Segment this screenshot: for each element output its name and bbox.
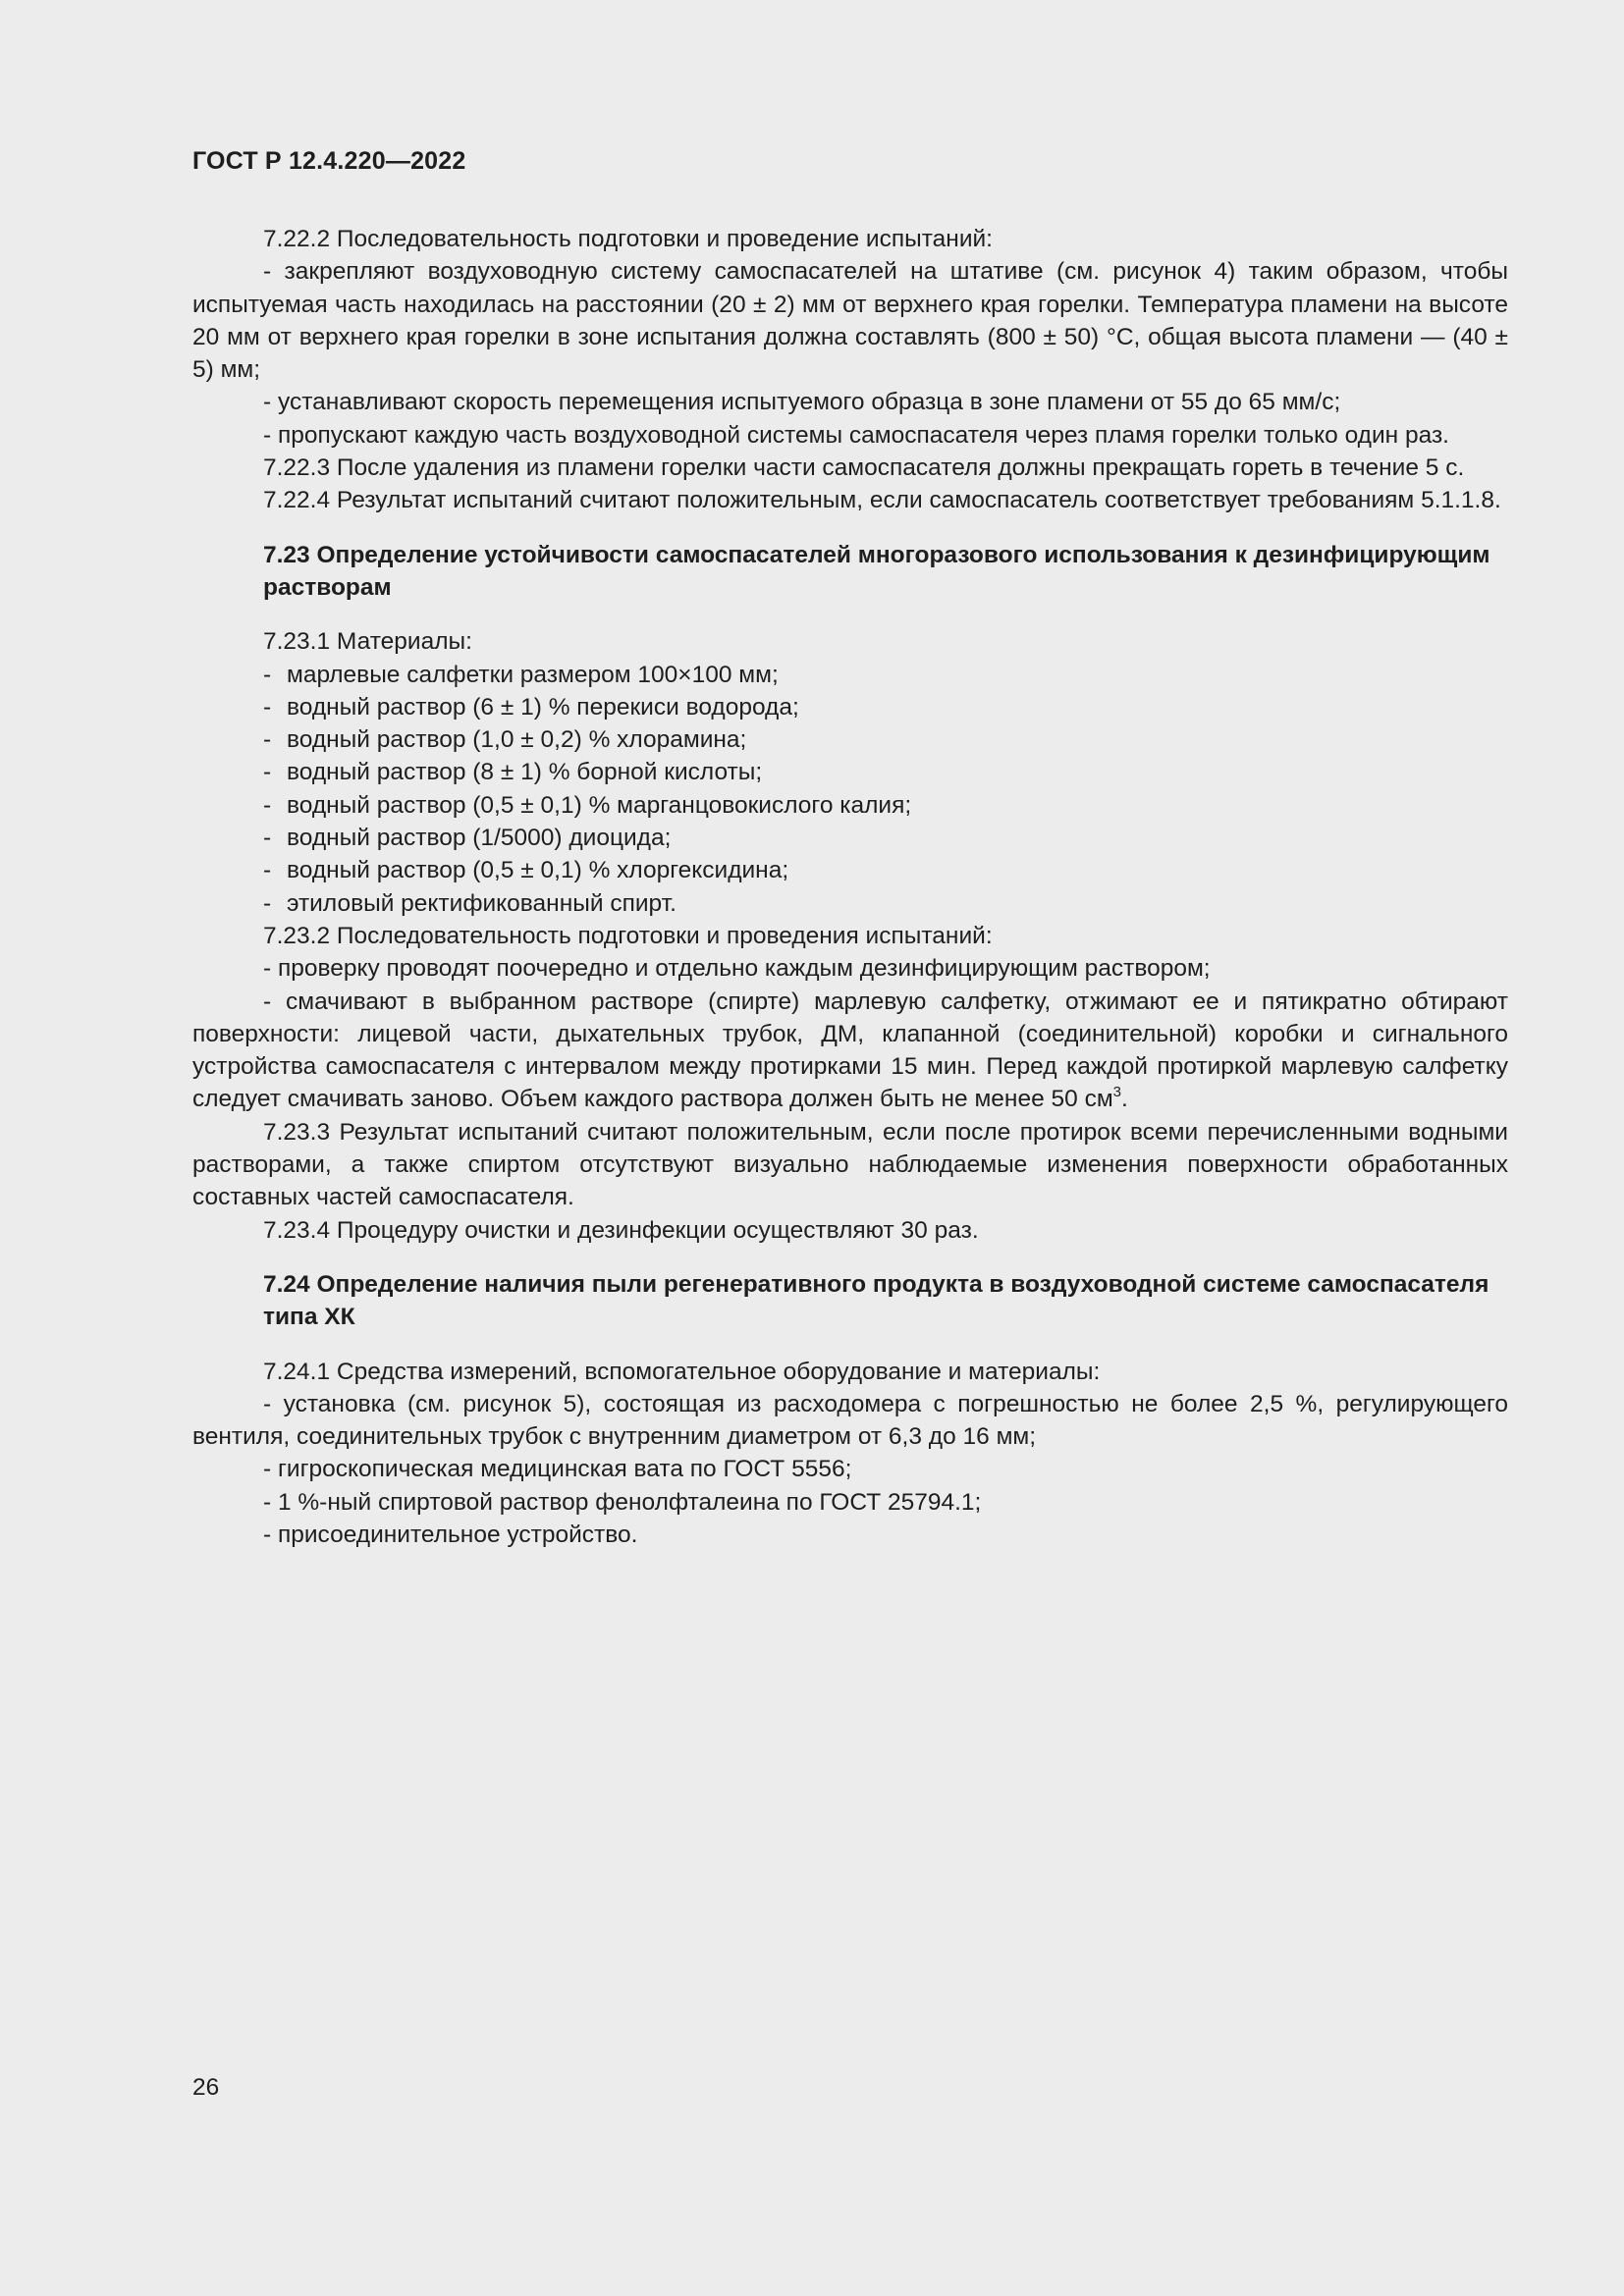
- paragraph-7-23-3: 7.23.3 Результат испытаний считают положительным, если после протирок всеми перечисленными водными растворами, а также спиртом отсутствуют визуально наблюдаемые изменения поверхности обработанных составных частей самоспасателя.: [192, 1118, 1508, 1211]
- document-code-header: ГОСТ Р 12.4.220—2022: [192, 147, 466, 175]
- paragraph-7-24-1-item-1: - установка (см. рисунок 5), состоящая из расходомера с погрешностью не более 2,5 %, регулирующего вентиля, соединительных трубок с внутренним диаметром от 6,3 до 16 мм;: [192, 1390, 1508, 1451]
- list-item: - марлевые салфетки размером 100×100 мм;: [263, 661, 779, 688]
- paragraph-7-23-1: 7.23.1 Материалы:: [263, 628, 472, 656]
- paragraph-7-22-2-item-3: - пропускают каждую часть воздуховодной системы самоспасателя через пламя горелки только один раз.: [263, 421, 1449, 449]
- list-item: - водный раствор (6 ± 1) % перекиси водорода;: [263, 693, 799, 721]
- paragraph-7-24-1: 7.24.1 Средства измерений, вспомогательное оборудование и материалы:: [263, 1358, 1101, 1385]
- list-item: - водный раствор (0,5 ± 0,1) % хлоргексидина;: [263, 857, 789, 884]
- paragraph-7-24-1-item-3: - 1 %-ный спиртовой раствор фенолфталеина по ГОСТ 25794.1;: [263, 1488, 982, 1516]
- section-heading-7-24: 7.24 Определение наличия пыли регенеративного продукта в воздуховодной системе самоспасателя типа ХК: [263, 1270, 1489, 1331]
- section-heading-7-23: 7.23 Определение устойчивости самоспасателей многоразового использования к дезинфицирующим растворам: [263, 541, 1490, 601]
- list-item: - водный раствор (8 ± 1) % борной кислоты;: [263, 759, 763, 786]
- paragraph-7-22-2-item-2: - устанавливают скорость перемещения испытуемого образца в зоне пламени от 55 до 65 мм/с;: [263, 389, 1341, 416]
- page-number: 26: [192, 2074, 220, 2101]
- paragraph-7-23-2-item-1: - проверку проводят поочередно и отдельно каждым дезинфицирующим раствором;: [263, 955, 1211, 983]
- document-body: [192, 223, 1508, 1551]
- paragraph-7-23-2-item-2: - смачивают в выбранном растворе (спирте) марлевую салфетку, отжимают ее и пятикратно обтирают поверхности: лицевой части, дыхательных трубок, ДМ, клапанной (соединительной) коробки и сигнального устройства самоспасателя с интервалом между протирками 15 мин. Перед каждой протиркой марлевую салфетку следует смачивать заново. Объем каждого раствора должен быть не менее 50 $см^3$.: [192, 988, 1508, 1113]
- paragraph-7-23-2: 7.23.2 Последовательность подготовки и проведения испытаний:: [263, 922, 993, 949]
- paragraph-7-23-4: 7.23.4 Процедуру очистки и дезинфекции осуществляют 30 раз.: [263, 1216, 979, 1244]
- paragraph-7-24-1-item-2: - гигроскопическая медицинская вата по ГОСТ 5556;: [263, 1456, 852, 1483]
- paragraph-7-24-1-item-4: - присоединительное устройство.: [263, 1521, 638, 1548]
- paragraph-7-22-2-item-1: - закрепляют воздуховодную систему самоспасателей на штативе (см. рисунок 4) таким образом, чтобы испытуемая часть находилась на расстоянии (20 ± 2) мм от верхнего края горелки. Температура пламени на высоте 20 мм от верхнего края горелки в зоне испытания должна составлять (800 ± 50) °С, общая высота пламени — (40 ± 5) мм;: [192, 258, 1508, 384]
- paragraph-7-22-4: 7.22.4 Результат испытаний считают положительным, если самоспасатель соответствует требованиям 5.1.1.8.: [263, 487, 1501, 514]
- list-item: - водный раствор (1/5000) диоцида;: [263, 825, 672, 852]
- paragraph-7-22-2: 7.22.2 Последовательность подготовки и проведение испытаний:: [263, 226, 993, 252]
- superscript-3: 3: [1112, 1084, 1122, 1101]
- list-item: - этиловый ректификованный спирт.: [263, 889, 677, 917]
- paragraph-7-22-3: 7.22.3 После удаления из пламени горелки части самоспасателя должны прекращать гореть в течение 5 с.: [263, 454, 1465, 482]
- list-item: - водный раствор (1,0 ± 0,2) % хлорамина;: [263, 726, 747, 754]
- list-item: - водный раствор (0,5 ± 0,1) % марганцовокислого калия;: [263, 791, 912, 819]
